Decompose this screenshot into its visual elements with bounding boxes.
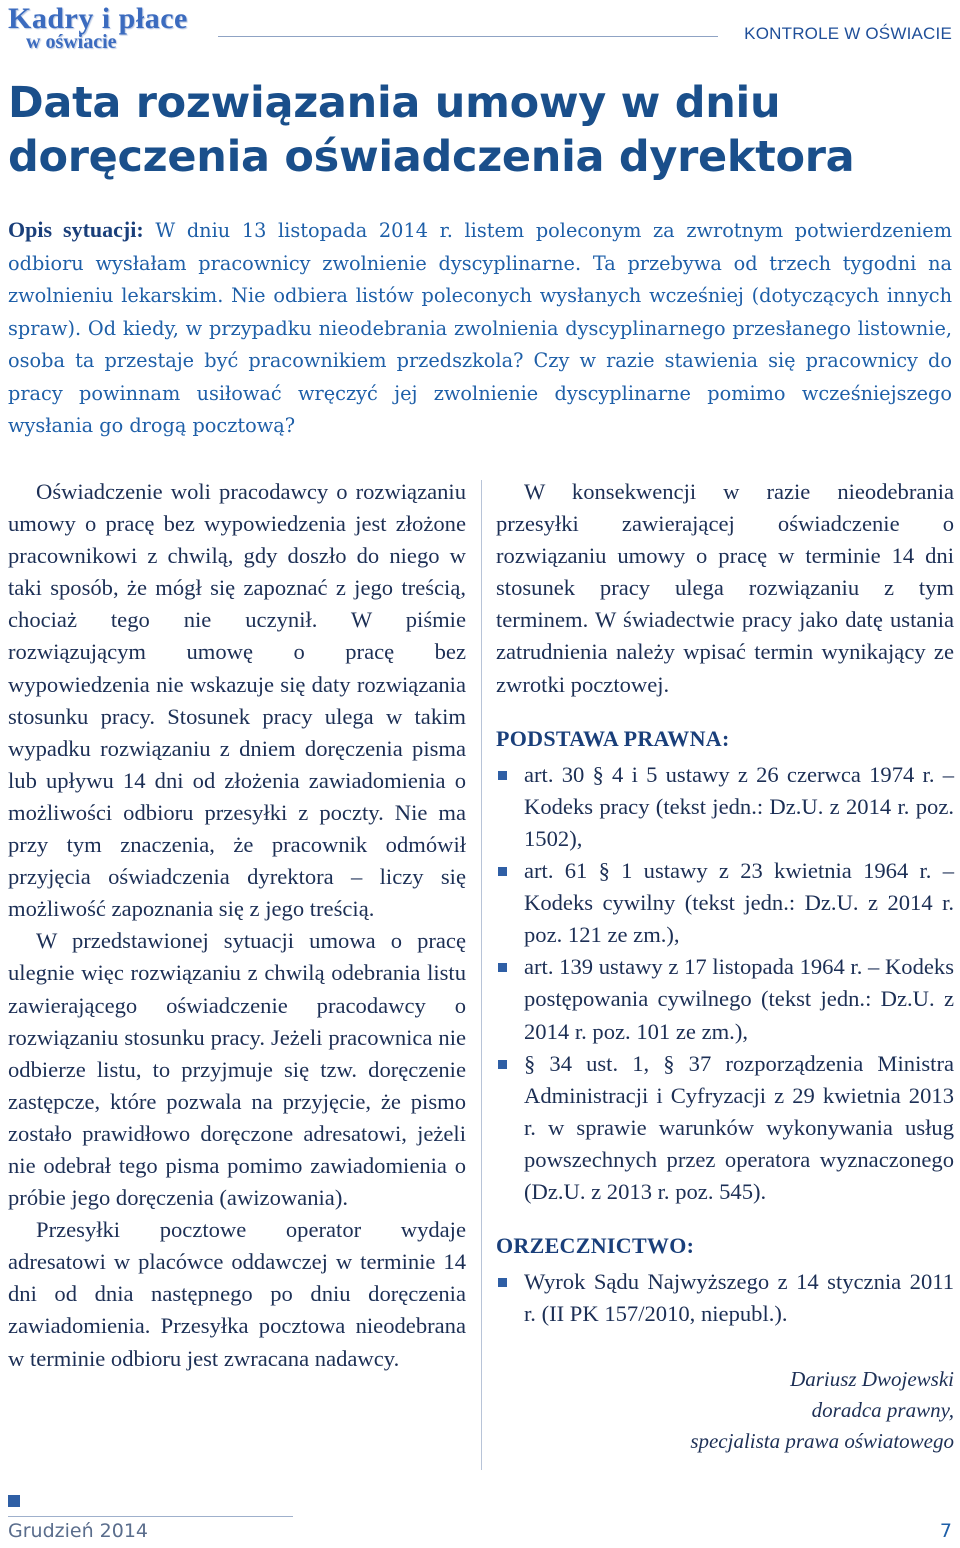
logo-subtitle: w oświacie xyxy=(26,31,117,53)
case-law-item xyxy=(496,1266,954,1330)
author-name: Dariusz Dwojewski xyxy=(790,1367,954,1392)
column-divider xyxy=(481,480,482,1470)
square-bullet-icon xyxy=(498,1060,507,1069)
case-law-heading: ORZECZNICTWO: xyxy=(496,1233,695,1259)
body-paragraph: Oświadczenie woli pracodawcy o rozwiązaniu umowy o pracę bez wypowiedzenia jest złożone pracownikowi z chwilą, gdy doszło do niego w taki sposób, że mógł się zapoznać z jego treścią, chociaż tego nie uczynił. W piśmie rozwiązującym umowę o pracę bez wypowiedzenia nie wskazuje się daty rozwiązania stosunku pracy. Stosunek pracy ulega w takim wypadku rozwiązaniu z dniem doręczenia pisma lub upływu 14 dni od złożenia zawiadomienia o możliwości odbioru przesyłki z poczty. Nie ma przy tym znaczenia, że pracownik odmówił przyjęcia oświadczenia dyrektora – liczy się możliwość zapoznania się z jego treścią. xyxy=(8,479,466,922)
situation-text: W dniu 13 listopada 2014 r. listem poleconym za zwrotnym potwierdzeniem odbioru wysłałam pracownicy zwolnienie dyscyplinarne. Ta przebywa od trzech tygodni na zwolnieniu lekarskim. Nie odbiera listów poleconych wysłanych wcześniej (dotyczących innych spraw). Od kiedy, w przypadku nieodebrania zwolnienia dyscyplinarnego przesłanego listownie, osoba ta przestaje być pracownikiem przedszkola? Czy w razie stawienia się pracownicy do pracy powinnam usiłować wręczyć jej zwolnienie dyscyplinarne pomimo wcześniejszego wysłania go drogą pocztową? xyxy=(8,219,952,437)
square-bullet-icon xyxy=(498,771,507,780)
issue-date: Grudzień 2014 xyxy=(8,1520,149,1542)
legal-basis-text: art. 30 § 4 i 5 ustawy z 26 czerwca 1974 r. – Kodeks pracy (tekst jedn.: Dz.U. z 2014 r. poz. 1502), xyxy=(524,761,954,851)
author-role: specjalista prawa oświatowego xyxy=(690,1429,954,1454)
footer-divider xyxy=(8,1516,293,1517)
square-bullet-icon xyxy=(498,963,507,972)
article-title: Data rozwiązania umowy w dniu doręczenia oświadczenia dyrektora xyxy=(8,78,855,182)
situation-label: Opis sytuacji: xyxy=(8,217,144,242)
legal-basis-item xyxy=(496,951,954,1047)
header-divider xyxy=(218,36,718,37)
magazine-logo xyxy=(8,4,188,52)
square-bullet-icon xyxy=(498,867,507,876)
square-bullet-icon xyxy=(498,1278,507,1287)
author-role: doradca prawny, xyxy=(811,1398,954,1423)
section-label: KONTROLE W OŚWIACIE xyxy=(744,24,952,43)
legal-basis-text: art. 139 ustawy z 17 listopada 1964 r. – Kodeks postępowania cywilnego (tekst jedn.: Dz.U. z 2014 r. poz. 101 ze zm.), xyxy=(524,954,954,1044)
body-paragraph: W konsekwencji w razie nieodebrania przesyłki zawierającej oświadczenie o rozwiązaniu umowy o pracę w terminie 14 dni stosunek pracy ulega rozwiązaniu z tym terminem. W świadectwie pracy jako datę ustania zatrudnienia należy wpisać termin wynikający ze zwrotki pocztowej. xyxy=(496,479,954,697)
case-law-list xyxy=(496,1266,954,1330)
legal-basis-text: § 34 ust. 1, § 37 rozporządzenia Ministra Administracji i Cyfryzacji z 29 kwietnia 2013 r. w sprawie warunków wykonywania usług powszechnych przez operatora wyznaczonego (Dz.U. z 2013 r. poz. 545). xyxy=(524,1050,954,1204)
logo-title: Kadry i płace xyxy=(8,2,188,35)
right-column xyxy=(496,476,954,1457)
legal-basis-item xyxy=(496,855,954,951)
footer-square-icon xyxy=(8,1495,20,1507)
legal-basis-list xyxy=(496,759,954,1208)
body-paragraph: W przedstawionej sytuacji umowa o pracę ulegnie więc rozwiązaniu z chwilą odebrania listu zawierającego oświadczenie pracodawcy o rozwiązaniu stosunku pracy. Jeżeli pracownica nie odbierze listu, to przyjmuje się tzw. doręczenie zastępcze, które pozwala na przyjęcie, że pismo zostało prawidłowo doręczone adresatowi, jeżeli nie odebrał tego pisma pomimo zawiadomienia o próbie jego doręczenia (awizowania). xyxy=(8,928,466,1211)
body-paragraph: Przesyłki pocztowe operator wydaje adresatowi w placówce oddawczej w terminie 14 dni od dnia następnego po dniu doręczenia zawiadomienia. Przesyłka pocztowa nieodebrana w terminie odbioru jest zwracana nadawcy. xyxy=(8,1217,466,1371)
left-column xyxy=(8,476,466,1375)
situation-description xyxy=(8,214,952,443)
legal-basis-item xyxy=(496,1048,954,1208)
legal-basis-heading: PODSTAWA PRAWNA: xyxy=(496,725,730,751)
page-number: 7 xyxy=(939,1520,952,1542)
author-signature xyxy=(496,1364,954,1457)
case-law-text: Wyrok Sądu Najwyższego z 14 stycznia 2011 r. (II PK 157/2010, niepubl.). xyxy=(524,1269,954,1327)
legal-basis-text: art. 61 § 1 ustawy z 23 kwietnia 1964 r. – Kodeks cywilny (tekst jedn.: Dz.U. z 2014 r. poz. 121 ze zm.), xyxy=(524,858,954,948)
legal-basis-item xyxy=(496,759,954,855)
